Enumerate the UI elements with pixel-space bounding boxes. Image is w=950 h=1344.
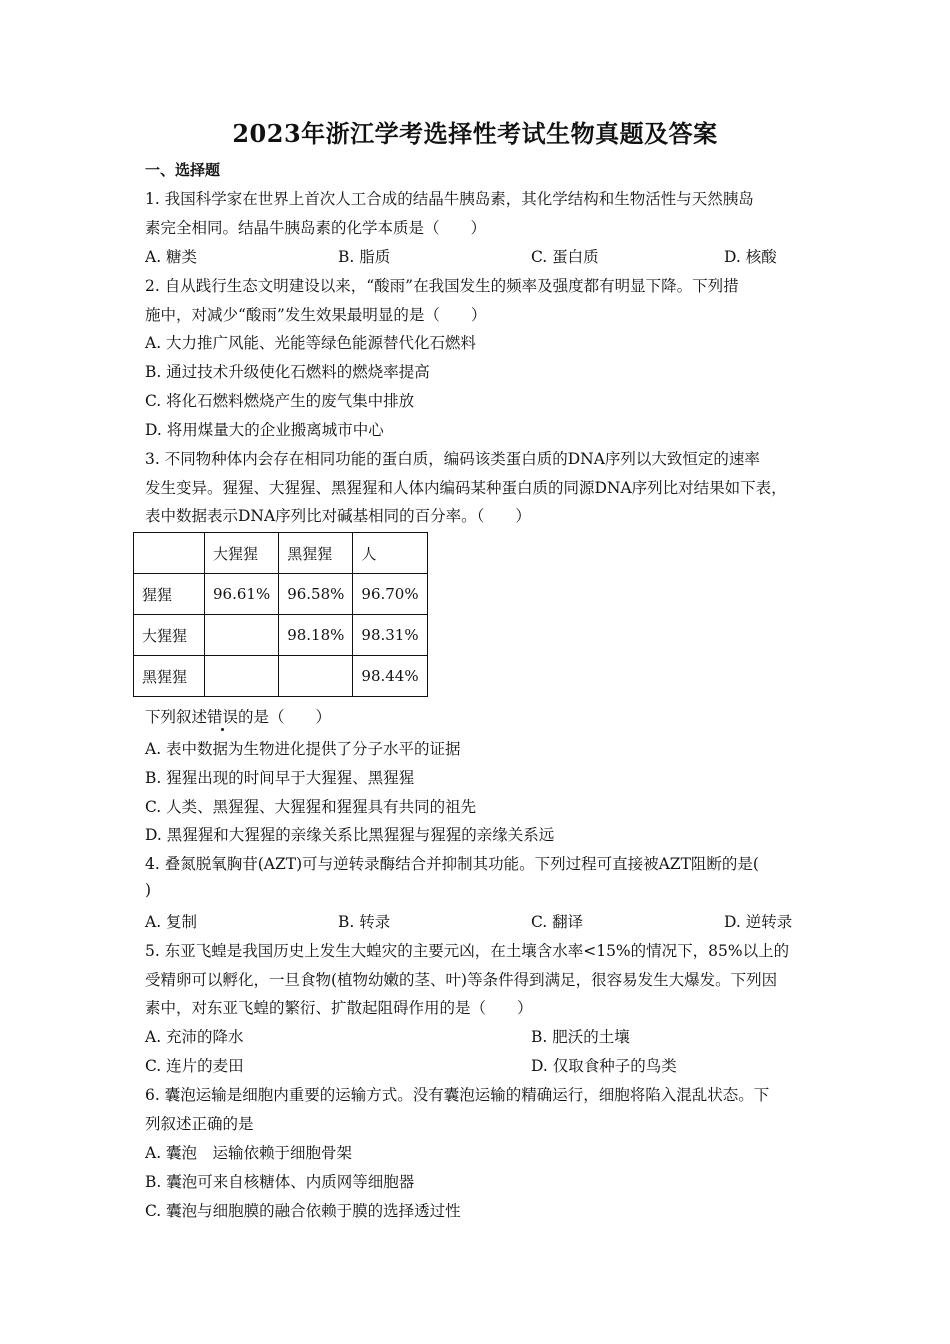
q1-option-c: C. 蛋白质 [531, 248, 599, 266]
q4-stem-line2: ) [145, 881, 152, 899]
q1-option-b: B. 脂质 [338, 248, 391, 266]
table-row-label: 猩猩 [134, 574, 205, 615]
q1-option-d: D. 核酸 [724, 248, 777, 266]
q3-stem-prefix: 下列叙述 [145, 708, 208, 726]
q3-option-d: D. 黑猩猩和大猩猩的亲缘关系比黑猩猩与猩猩的亲缘关系远 [145, 826, 555, 844]
q6-option-c: C. 囊泡与细胞膜的融合依赖于膜的选择透过性 [145, 1202, 461, 1220]
q5-option-d: D. 仅取食种子的鸟类 [531, 1057, 677, 1075]
q3-stem-suffix: 的是（ ） [238, 708, 332, 726]
dna-comparison-table [133, 532, 428, 697]
q6-stem-line2: 列叙述正确的是 [145, 1115, 254, 1133]
table-header-cell: 黑猩猩 [279, 533, 353, 574]
q5-option-a: A. 充沛的降水 [145, 1028, 244, 1046]
q2-option-c: C. 将化石燃料燃烧产生的废气集中排放 [145, 392, 415, 410]
q4-option-c: C. 翻译 [531, 913, 584, 931]
table-header-row [134, 533, 428, 574]
section-heading: 一、选择题 [145, 161, 221, 179]
q1-option-a: A. 糖类 [145, 248, 198, 266]
q3-option-c: C. 人类、黑猩猩、大猩猩和猩猩具有共同的祖先 [145, 798, 477, 816]
q2-stem-line2: 施中，对减少“酸雨”发生效果最明显的是（ ） [145, 306, 487, 324]
q4-stem-line1: 4. 叠氮脱氧胸苷(AZT)可与逆转录酶结合并抑制其功能。下列过程可直接被AZT阻断的是( [145, 855, 759, 873]
table-row [134, 574, 428, 615]
q6-option-a: A. 囊泡 运输依赖于细胞骨架 [145, 1144, 353, 1162]
q3-emphasis-char: 错误 [207, 708, 239, 726]
q3-option-b: B. 猩猩出现的时间早于大猩猩、黑猩猩 [145, 769, 415, 787]
q6-stem-line1: 6. 囊泡运输是细胞内重要的运输方式。没有囊泡运输的精确运行，细胞将陷入混乱状态。下 [145, 1086, 770, 1104]
q2-option-b: B. 通过技术升级使化石燃料的燃烧率提高 [145, 363, 430, 381]
q5-option-c: C. 连片的麦田 [145, 1057, 244, 1075]
q1-stem-line1: 1. 我国科学家在世界上首次人工合成的结晶牛胰岛素，其化学结构和生物活性与天然胰岛 [145, 190, 754, 208]
q3-stem-line2: 发生变异。猩猩、大猩猩、黑猩猩和人体内编码某种蛋白质的同源DNA序列比对结果如下表， [145, 479, 787, 497]
table-header-cell: 人 [353, 533, 427, 574]
q5-option-b: B. 肥沃的土壤 [531, 1028, 630, 1046]
table-header-cell: 大猩猩 [205, 533, 279, 574]
q4-option-a: A. 复制 [145, 913, 198, 931]
table-cell [134, 533, 205, 574]
q2-option-a: A. 大力推广风能、光能等绿色能源替代化石燃料 [145, 334, 477, 352]
table-row [134, 656, 428, 697]
table-cell [205, 615, 279, 656]
document-title: 2023年浙江学考选择性考试生物真题及答案 [232, 119, 718, 148]
table-cell [205, 656, 279, 697]
table-cell: 98.44% [353, 656, 427, 697]
q4-option-d: D. 逆转录 [724, 913, 793, 931]
table-row-label: 大猩猩 [134, 615, 205, 656]
q5-stem-line3: 素中，对东亚飞蝗的繁衍、扩散起阻碍作用的是（ ） [145, 999, 533, 1017]
q3-question-stem [145, 705, 331, 727]
q1-stem-line2: 素完全相同。结晶牛胰岛素的化学本质是（ ） [145, 219, 487, 237]
table-cell: 98.31% [353, 615, 427, 656]
table-cell: 96.70% [353, 574, 427, 615]
table-cell: 96.58% [279, 574, 353, 615]
q2-stem-line1: 2. 自从践行生态文明建设以来，“酸雨”在我国发生的频率及强度都有明显下降。下列措 [145, 277, 739, 295]
q6-option-b: B. 囊泡可来自核糖体、内质网等细胞器 [145, 1173, 415, 1191]
q5-stem-line1: 5. 东亚飞蝗是我国历史上发生大蝗灾的主要元凶，在土壤含水率<15%的情况下，85%以上的 [145, 942, 790, 960]
q2-option-d: D. 将用煤量大的企业搬离城市中心 [145, 421, 384, 439]
q4-option-b: B. 转录 [338, 913, 391, 931]
q3-option-a: A. 表中数据为生物进化提供了分子水平的证据 [145, 740, 461, 758]
q5-stem-line2: 受精卵可以孵化，一旦食物(植物幼嫩的茎、叶)等条件得到满足，很容易发生大爆发。下列因 [145, 971, 778, 989]
q3-stem-line3: 表中数据表示DNA序列比对碱基相同的百分率。（ ） [145, 507, 531, 525]
table-row-label: 黑猩猩 [134, 656, 205, 697]
table-cell: 98.18% [279, 615, 353, 656]
q3-stem-line1: 3. 不同物种体内会存在相同功能的蛋白质，编码该类蛋白质的DNA序列以大致恒定的速率 [145, 450, 760, 468]
table-cell [279, 656, 353, 697]
table-row [134, 615, 428, 656]
table-cell: 96.61% [205, 574, 279, 615]
